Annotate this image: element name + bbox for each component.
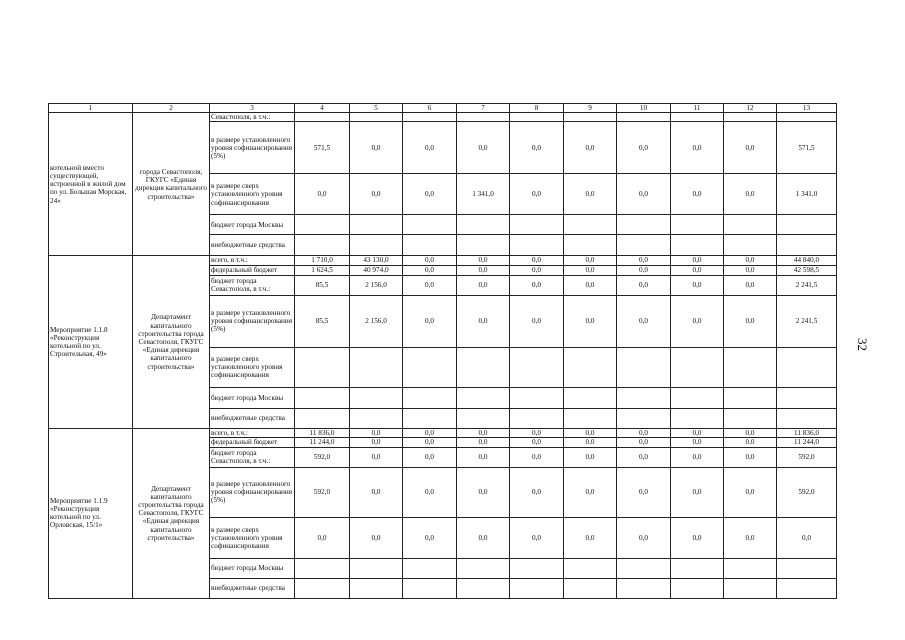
amount-cell: 1 710,0 — [295, 256, 350, 265]
amount-cell — [671, 215, 724, 235]
amount-cell: 0,0 — [350, 174, 403, 215]
amount-cell: 44 840,0 — [777, 256, 837, 265]
amount-cell — [617, 387, 671, 408]
amount-cell — [510, 215, 564, 235]
amount-cell: 0,0 — [671, 447, 724, 467]
amount-cell — [510, 387, 564, 408]
page-number: 32 — [855, 338, 870, 351]
funding-source-cell: бюджет города Севастополя, в т.ч.: — [210, 447, 295, 467]
amount-cell — [724, 387, 777, 408]
funding-source-cell: внебюджетные средства — [210, 408, 295, 428]
amount-cell: 0,0 — [671, 437, 724, 447]
funding-source-cell: внебюджетные средства — [210, 235, 295, 256]
amount-cell — [457, 215, 510, 235]
amount-cell — [403, 387, 457, 408]
funding-source-cell: всего, в т.ч.: — [210, 428, 295, 437]
amount-cell — [671, 235, 724, 256]
funding-source-cell: федеральный бюджет — [210, 265, 295, 275]
amount-cell: 592,0 — [777, 467, 837, 517]
column-header-1: 1 — [49, 104, 133, 113]
funding-source-cell: Севастополя, в т.ч.: — [210, 113, 295, 122]
amount-cell: 0,0 — [671, 467, 724, 517]
amount-cell: 0,0 — [617, 265, 671, 275]
amount-cell: 2 241,5 — [777, 275, 837, 295]
amount-cell — [510, 408, 564, 428]
activity-name-cell: Мероприятие 1.1.8 «Реконструкция котельной по ул. Строительная, 49» — [49, 256, 133, 428]
amount-cell — [724, 347, 777, 387]
amount-cell: 0,0 — [724, 437, 777, 447]
amount-cell: 11 244,0 — [295, 437, 350, 447]
amount-cell — [457, 408, 510, 428]
amount-cell: 0,0 — [350, 428, 403, 437]
amount-cell — [564, 347, 617, 387]
amount-cell — [295, 113, 350, 122]
amount-cell: 0,0 — [617, 428, 671, 437]
amount-cell: 0,0 — [403, 122, 457, 174]
amount-cell — [724, 215, 777, 235]
amount-cell: 0,0 — [671, 295, 724, 347]
executor-cell: Департамент капитального строительства города Севастополя, ГКУГС «Единая дирекция капитального строительства» — [133, 256, 210, 428]
funding-source-cell: бюджет города Москвы — [210, 215, 295, 235]
amount-cell: 1 341,0 — [457, 174, 510, 215]
amount-cell: 0,0 — [564, 437, 617, 447]
amount-cell: 0,0 — [403, 174, 457, 215]
amount-cell — [457, 578, 510, 598]
funding-source-cell: в размере установленного уровня софинансирования (5%) — [210, 122, 295, 174]
amount-cell: 0,0 — [724, 467, 777, 517]
funding-source-cell: бюджет города Москвы — [210, 387, 295, 408]
amount-cell: 0,0 — [403, 275, 457, 295]
amount-cell: 592,0 — [295, 447, 350, 467]
amount-cell — [350, 215, 403, 235]
amount-cell: 0,0 — [671, 265, 724, 275]
column-header-9: 9 — [564, 104, 617, 113]
amount-cell: 2 156,0 — [350, 275, 403, 295]
amount-cell: 0,0 — [510, 517, 564, 558]
executor-cell: города Севастополя, ГКУГС «Единая дирекция капитального строительства» — [133, 113, 210, 256]
amount-cell — [564, 408, 617, 428]
amount-cell — [617, 558, 671, 578]
amount-cell — [777, 235, 837, 256]
amount-cell: 0,0 — [564, 447, 617, 467]
activity-name-cell: Мероприятие 1.1.9 «Реконструкция котельной по ул. Орловская, 15/1» — [49, 428, 133, 598]
amount-cell — [510, 113, 564, 122]
amount-cell — [777, 387, 837, 408]
amount-cell: 0,0 — [617, 275, 671, 295]
executor-cell: Департамент капитального строительства города Севастополя, ГКУГС «Единая дирекция капитального строительства» — [133, 428, 210, 598]
amount-cell: 0,0 — [724, 275, 777, 295]
amount-cell: 0,0 — [457, 275, 510, 295]
amount-cell: 11 836,0 — [777, 428, 837, 437]
amount-cell: 0,0 — [617, 295, 671, 347]
amount-cell: 0,0 — [564, 256, 617, 265]
amount-cell — [671, 387, 724, 408]
amount-cell: 0,0 — [671, 428, 724, 437]
amount-cell: 0,0 — [510, 256, 564, 265]
table-body — [49, 113, 837, 599]
amount-cell — [457, 235, 510, 256]
amount-cell: 0,0 — [617, 256, 671, 265]
amount-cell: 0,0 — [617, 174, 671, 215]
amount-cell — [564, 113, 617, 122]
table-row — [49, 113, 837, 122]
amount-cell: 2 156,0 — [350, 295, 403, 347]
amount-cell — [350, 387, 403, 408]
column-header-13: 13 — [777, 104, 837, 113]
amount-cell — [724, 578, 777, 598]
amount-cell: 0,0 — [671, 174, 724, 215]
amount-cell: 0,0 — [564, 295, 617, 347]
amount-cell: 0,0 — [403, 295, 457, 347]
amount-cell: 0,0 — [295, 174, 350, 215]
funding-source-cell: в размере сверх установленного уровня софинансирования — [210, 174, 295, 215]
funding-source-cell: всего, в т.ч.: — [210, 256, 295, 265]
amount-cell: 0,0 — [564, 122, 617, 174]
amount-cell: 0,0 — [617, 437, 671, 447]
amount-cell — [777, 408, 837, 428]
amount-cell — [777, 578, 837, 598]
amount-cell: 0,0 — [457, 447, 510, 467]
amount-cell — [457, 558, 510, 578]
amount-cell: 571,5 — [777, 122, 837, 174]
amount-cell: 0,0 — [617, 517, 671, 558]
amount-cell: 40 974,0 — [350, 265, 403, 275]
amount-cell — [617, 113, 671, 122]
amount-cell: 0,0 — [671, 256, 724, 265]
amount-cell: 43 130,0 — [350, 256, 403, 265]
amount-cell: 0,0 — [457, 437, 510, 447]
amount-cell: 0,0 — [564, 275, 617, 295]
amount-cell — [510, 235, 564, 256]
amount-cell: 0,0 — [724, 428, 777, 437]
amount-cell — [295, 558, 350, 578]
amount-cell: 0,0 — [510, 265, 564, 275]
column-header-11: 11 — [671, 104, 724, 113]
amount-cell — [777, 215, 837, 235]
amount-cell — [295, 235, 350, 256]
column-header-6: 6 — [403, 104, 457, 113]
activity-name-cell: котельной вместо существующей, встроенной в жилой дом по ул. Большая Морская, 24» — [49, 113, 133, 256]
amount-cell: 0,0 — [295, 517, 350, 558]
amount-cell — [777, 113, 837, 122]
amount-cell: 0,0 — [403, 517, 457, 558]
column-header-8: 8 — [510, 104, 564, 113]
amount-cell: 0,0 — [457, 467, 510, 517]
amount-cell — [457, 347, 510, 387]
amount-cell — [403, 558, 457, 578]
amount-cell: 85,5 — [295, 295, 350, 347]
amount-cell — [564, 558, 617, 578]
amount-cell — [617, 408, 671, 428]
amount-cell: 0,0 — [510, 122, 564, 174]
amount-cell: 0,0 — [403, 256, 457, 265]
funding-source-cell: внебюджетные средства — [210, 578, 295, 598]
amount-cell: 0,0 — [457, 122, 510, 174]
amount-cell: 0,0 — [403, 467, 457, 517]
amount-cell: 0,0 — [724, 265, 777, 275]
amount-cell — [350, 235, 403, 256]
funding-source-cell: в размере установленного уровня софинансирования (5%) — [210, 295, 295, 347]
amount-cell — [350, 558, 403, 578]
amount-cell: 0,0 — [564, 467, 617, 517]
amount-cell: 0,0 — [671, 122, 724, 174]
amount-cell — [295, 215, 350, 235]
amount-cell: 0,0 — [510, 437, 564, 447]
amount-cell — [350, 578, 403, 598]
amount-cell — [403, 578, 457, 598]
amount-cell: 0,0 — [457, 428, 510, 437]
amount-cell: 0,0 — [724, 256, 777, 265]
amount-cell: 0,0 — [457, 517, 510, 558]
column-number-row — [49, 104, 837, 113]
amount-cell — [403, 347, 457, 387]
amount-cell: 0,0 — [510, 447, 564, 467]
amount-cell: 0,0 — [724, 447, 777, 467]
amount-cell: 0,0 — [510, 295, 564, 347]
amount-cell — [617, 215, 671, 235]
amount-cell — [295, 578, 350, 598]
amount-cell — [403, 408, 457, 428]
amount-cell: 0,0 — [403, 447, 457, 467]
amount-cell — [724, 235, 777, 256]
amount-cell: 0,0 — [724, 517, 777, 558]
amount-cell: 0,0 — [510, 275, 564, 295]
amount-cell — [510, 347, 564, 387]
funding-source-cell: бюджет города Москвы — [210, 558, 295, 578]
amount-cell — [564, 215, 617, 235]
amount-cell — [510, 578, 564, 598]
amount-cell: 0,0 — [564, 174, 617, 215]
amount-cell — [777, 347, 837, 387]
amount-cell: 0,0 — [457, 265, 510, 275]
amount-cell — [350, 113, 403, 122]
amount-cell: 0,0 — [350, 437, 403, 447]
amount-cell — [403, 215, 457, 235]
column-header-4: 4 — [295, 104, 350, 113]
amount-cell — [617, 347, 671, 387]
amount-cell — [671, 578, 724, 598]
amount-cell: 2 241,5 — [777, 295, 837, 347]
amount-cell: 0,0 — [777, 517, 837, 558]
amount-cell: 0,0 — [724, 295, 777, 347]
table-row — [49, 256, 837, 265]
amount-cell: 0,0 — [564, 428, 617, 437]
amount-cell: 85,5 — [295, 275, 350, 295]
amount-cell: 0,0 — [403, 265, 457, 275]
amount-cell — [403, 113, 457, 122]
funding-source-cell: в размере установленного уровня софинансирования (5%) — [210, 467, 295, 517]
amount-cell — [777, 558, 837, 578]
amount-cell: 571,5 — [295, 122, 350, 174]
table-row — [49, 428, 837, 437]
amount-cell: 0,0 — [510, 428, 564, 437]
amount-cell: 0,0 — [617, 122, 671, 174]
column-header-10: 10 — [617, 104, 671, 113]
amount-cell — [617, 578, 671, 598]
amount-cell: 0,0 — [617, 447, 671, 467]
amount-cell — [564, 235, 617, 256]
amount-cell — [350, 408, 403, 428]
amount-cell: 0,0 — [510, 174, 564, 215]
amount-cell: 0,0 — [457, 295, 510, 347]
column-header-2: 2 — [133, 104, 210, 113]
amount-cell: 11 836,0 — [295, 428, 350, 437]
amount-cell — [295, 408, 350, 428]
amount-cell — [457, 387, 510, 408]
funding-source-cell: бюджет города Севастополя, в т.ч.: — [210, 275, 295, 295]
column-header-3: 3 — [210, 104, 295, 113]
amount-cell: 0,0 — [350, 517, 403, 558]
amount-cell: 0,0 — [671, 517, 724, 558]
amount-cell — [617, 235, 671, 256]
amount-cell — [724, 408, 777, 428]
amount-cell: 0,0 — [350, 447, 403, 467]
amount-cell: 0,0 — [350, 122, 403, 174]
amount-cell: 592,0 — [295, 467, 350, 517]
column-header-7: 7 — [457, 104, 510, 113]
amount-cell — [724, 113, 777, 122]
amount-cell: 0,0 — [671, 275, 724, 295]
amount-cell — [724, 558, 777, 578]
amount-cell: 1 624,5 — [295, 265, 350, 275]
amount-cell — [350, 347, 403, 387]
amount-cell — [671, 408, 724, 428]
amount-cell — [671, 347, 724, 387]
amount-cell: 11 244,0 — [777, 437, 837, 447]
amount-cell: 0,0 — [510, 467, 564, 517]
amount-cell — [295, 387, 350, 408]
amount-cell: 0,0 — [564, 517, 617, 558]
amount-cell — [671, 113, 724, 122]
amount-cell: 0,0 — [403, 428, 457, 437]
amount-cell — [457, 113, 510, 122]
amount-cell: 0,0 — [564, 265, 617, 275]
amount-cell — [295, 347, 350, 387]
column-header-12: 12 — [724, 104, 777, 113]
amount-cell — [510, 558, 564, 578]
amount-cell — [403, 235, 457, 256]
funding-source-cell: в размере сверх установленного уровня софинансирования — [210, 347, 295, 387]
amount-cell: 1 341,0 — [777, 174, 837, 215]
amount-cell — [564, 578, 617, 598]
budget-table — [48, 103, 837, 599]
amount-cell: 42 598,5 — [777, 265, 837, 275]
amount-cell: 0,0 — [403, 437, 457, 447]
funding-source-cell: федеральный бюджет — [210, 437, 295, 447]
amount-cell — [564, 387, 617, 408]
amount-cell: 0,0 — [457, 256, 510, 265]
amount-cell: 0,0 — [350, 467, 403, 517]
amount-cell: 592,0 — [777, 447, 837, 467]
amount-cell — [671, 558, 724, 578]
column-header-5: 5 — [350, 104, 403, 113]
amount-cell: 0,0 — [724, 122, 777, 174]
amount-cell: 0,0 — [724, 174, 777, 215]
funding-source-cell: в размере сверх установленного уровня софинансирования — [210, 517, 295, 558]
amount-cell: 0,0 — [617, 467, 671, 517]
